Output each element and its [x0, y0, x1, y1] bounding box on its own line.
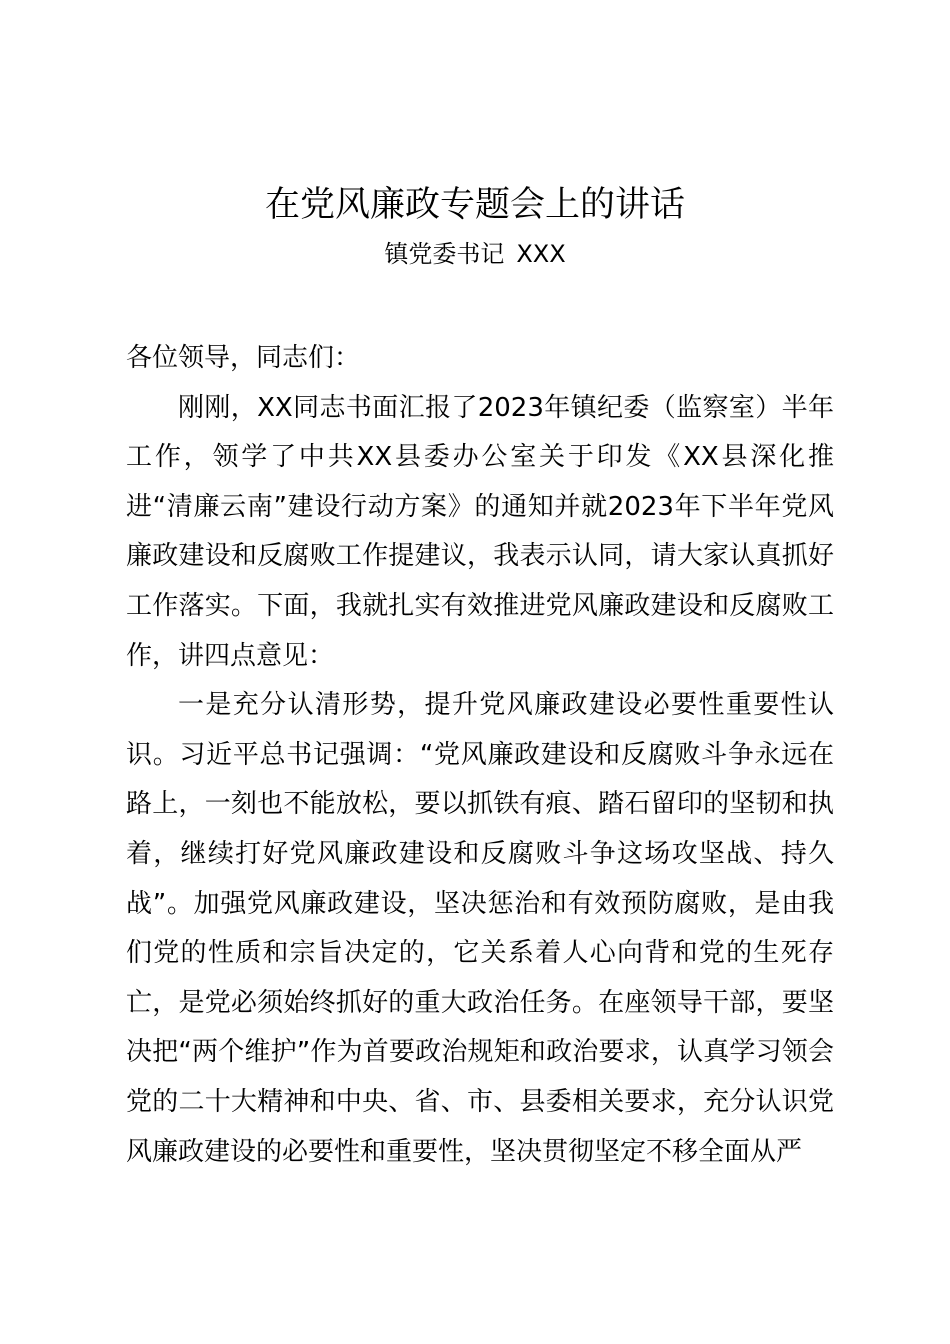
- author-name: XXX: [516, 240, 566, 268]
- paragraph-intro: 刚刚，XX同志书面汇报了2023年镇纪委（监察室）半年工作，领学了中共XX县委办公室关于印发《XX县深化推进“清廉云南”建设行动方案》的通知并就2023年下半年党风廉政建设和反腐败工作提建议，我表示认同，请大家认真抓好工作落实。下面，我就扎实有效推进党风廉政建设和反腐败工作，讲四点意见：: [126, 392, 834, 671]
- paragraph-point-one: 一是充分认清形势，提升党风廉政建设必要性重要性认识。习近平总书记强调：“党风廉政建设和反腐败斗争永远在路上，一刻也不能放松，要以抓铁有痕、踏石留印的坚韧和执着，继续打好党风廉政建设和反腐败斗争这场攻坚战、持久战”。加强党风廉政建设，坚决惩治和有效预防腐败，是由我们党的性质和宗旨决定的，它关系着人心向背和党的生死存亡，是党必须始终抓好的重大政治任务。在座领导干部，要坚决把“两个维护”作为首要政治规矩和政治要求，认真学习领会党的二十大精神和中央、省、市、县委相关要求，充分认识党风廉政建设的必要性和重要性，坚决贯彻坚定不移全面从严: [126, 690, 834, 1167]
- speech-body: [126, 334, 834, 1177]
- salutation: 各位领导，同志们：: [126, 343, 361, 373]
- author-role: 镇党委书记: [384, 240, 505, 268]
- document-title: 在党风廉政专题会上的讲话: [264, 185, 685, 225]
- author-line: [0, 237, 950, 271]
